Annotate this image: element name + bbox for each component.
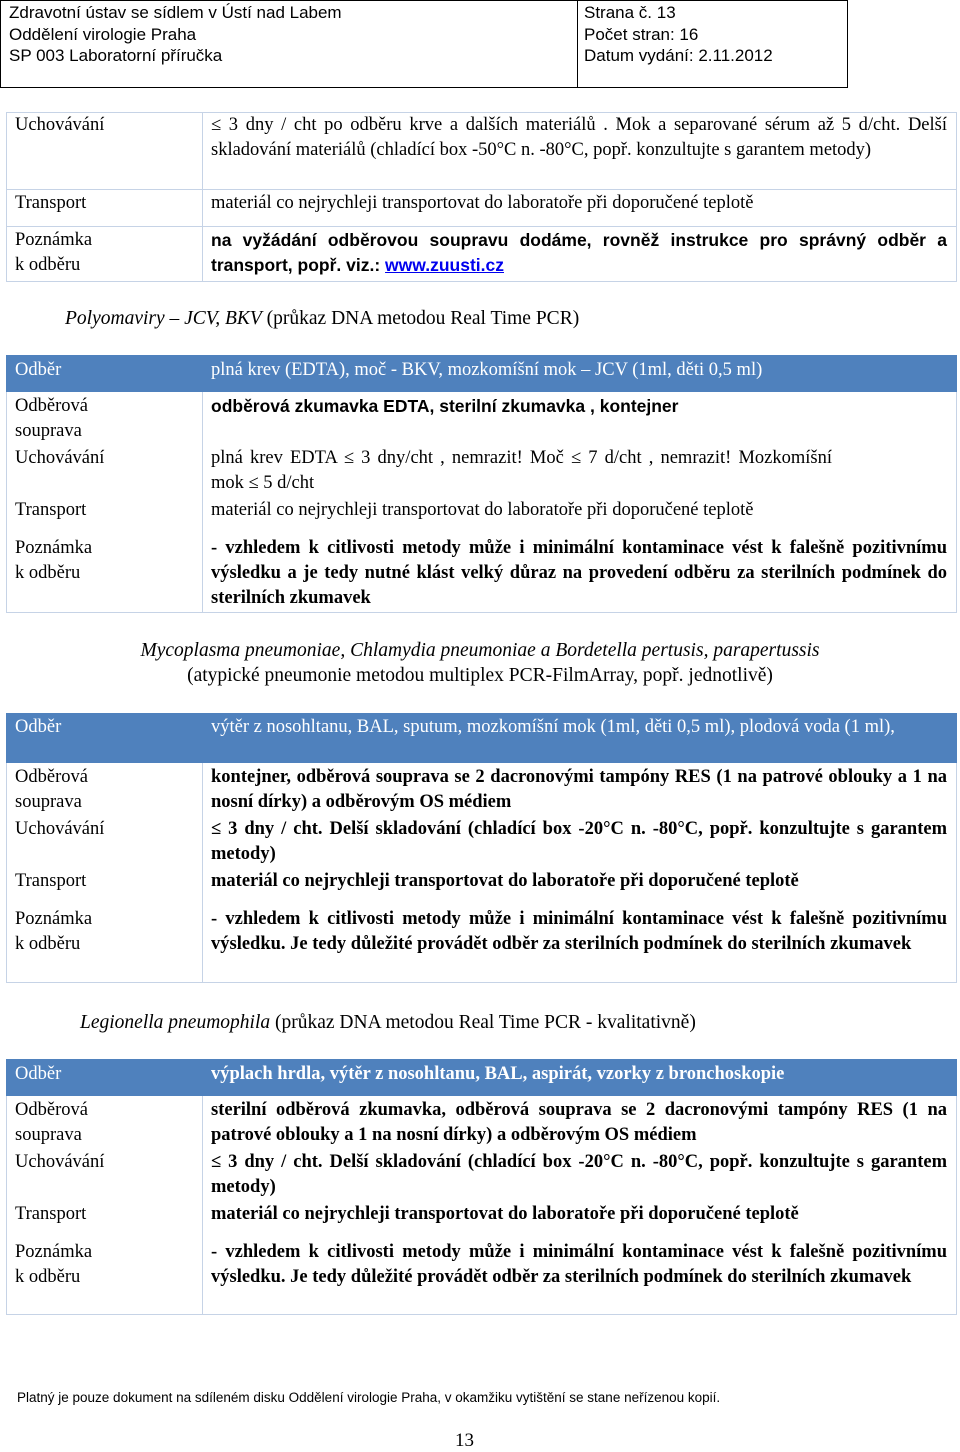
row-value: materiál co nejrychleji transportovat do laboratoře při doporučené teplotě — [211, 1204, 799, 1224]
row-label-line: souprava — [15, 421, 82, 441]
document-code: SP 003 Laboratorní příručka — [9, 46, 223, 65]
row-value: - vzhledem k citlivosti metody může i minimální kontaminace vést k falešně pozitivnímu výsledku. Je tedy důležité provádět odběr za sterilních podmínek do sterilních zkumavek — [211, 909, 947, 954]
row-label: Odběr — [6, 355, 202, 392]
row-label-line: Odběrová — [15, 396, 88, 416]
section-title-legionella — [80, 1010, 696, 1035]
row-label — [6, 765, 202, 815]
row-label: Odběr — [6, 713, 202, 763]
issue-date: Datum vydání: 2.11.2012 — [584, 46, 773, 65]
page-count: Počet stran: 16 — [584, 24, 699, 44]
row-value: plná krev (EDTA), moč - BKV, mozkomíšní mok – JCV (1ml, děti 0,5 ml) — [202, 355, 957, 392]
row-value: kontejner, odběrová souprava se 2 dacronovými tampóny RES (1 na patrové oblouky a 1 na nosní dírky) a odběrovým OS médiem — [211, 767, 947, 812]
row-label: Odběr — [6, 1059, 202, 1096]
row-value: odběrová zkumavka EDTA, sterilní zkumavka , kontejner — [211, 396, 679, 416]
row-label-line: souprava — [15, 1125, 82, 1145]
institute-name: Zdravotní ústav se sídlem v Ústí nad Labem — [9, 3, 342, 22]
row-label — [6, 536, 202, 586]
row-label — [6, 1098, 202, 1148]
top-table — [6, 112, 957, 282]
row-label — [6, 228, 202, 278]
row-label — [6, 394, 202, 444]
row-label: Transport — [15, 193, 87, 213]
title-organisms: Mycoplasma pneumoniae, Chlamydia pneumoniae a Bordetella pertusis, parapertussis — [140, 640, 820, 661]
row-label-line: k odběru — [15, 255, 81, 275]
row-label-line: Poznámka — [15, 230, 93, 250]
row-value: ≤ 3 dny / cht. Delší skladování (chladící box -20°C n. -80°C, popř. konzultujte s garantem metody) — [211, 1152, 947, 1197]
row-value: ≤ 3 dny / cht po odběru krve a dalších materiálů . Mok a separované sérum až 5 d/cht. Delší skladování materiálů (chladící box -50°C n. -80°C, popř. konzultujte s garantem metody) — [211, 115, 947, 160]
title-organism: Polyomaviry – JCV, BKV — [65, 308, 262, 329]
title-method: (atypické pneumonie metodou multiplex PCR-FilmArray, popř. jednotlivě) — [187, 665, 773, 686]
table-row — [6, 355, 957, 392]
row-label-line: k odběru — [15, 563, 81, 583]
row-label-line: Poznámka — [15, 1242, 93, 1262]
row-label: Uchovávání — [15, 819, 105, 839]
section-title-polyomaviry — [65, 306, 579, 331]
header-divider — [577, 1, 578, 87]
row-value: plná krev EDTA ≤ 3 dny/cht , nemrazit! Moč ≤ 7 d/cht , nemrazit! Mozkomíšní mok ≤ 5 d/cht — [211, 448, 832, 493]
polyomaviry-table — [6, 355, 957, 613]
table-row — [6, 1059, 957, 1096]
row-value: materiál co nejrychleji transportovat do laboratoře při doporučené teplotě — [211, 871, 799, 891]
row-label: Transport — [15, 871, 87, 891]
header-right — [584, 2, 773, 67]
row-label-line: Poznámka — [15, 538, 93, 558]
header-left — [9, 2, 342, 67]
row-label: Uchovávání — [15, 448, 105, 468]
row-value: materiál co nejrychleji transportovat do laboratoře při doporučené teplotě — [211, 500, 754, 520]
zuusti-link[interactable]: www.zuusti.cz — [385, 255, 504, 275]
row-value: výtěr z nosohltanu, BAL, sputum, mozkomíšní mok (1ml, děti 0,5 ml), plodová voda (1 ml), — [202, 713, 957, 763]
row-value: sterilní odběrová zkumavka, odběrová souprava se 2 dacronovými tampóny RES (1 na patrové oblouky a 1 na nosní dírky) a odběrovým OS médiem — [211, 1100, 947, 1145]
row-label-line: souprava — [15, 792, 82, 812]
row-value: - vzhledem k citlivosti metody může i minimální kontaminace vést k falešně pozitivnímu výsledku a je tedy nutné klást velký důraz na provedení odběru za sterilních podmínek do sterilních zkumavek — [211, 538, 947, 608]
row-label: Transport — [15, 500, 87, 520]
mycoplasma-table — [6, 713, 957, 983]
row-value: výplach hrdla, výtěr z nosohltanu, BAL, aspirát, vzorky z bronchoskopie — [202, 1059, 957, 1096]
row-label — [6, 907, 202, 957]
table-row — [6, 713, 957, 763]
footer-note: Platný je pouze dokument na sdíleném disku Oddělení virologie Praha, v okamžiku vytištění se stane neřízenou kopií. — [17, 1390, 721, 1405]
row-value: ≤ 3 dny / cht. Delší skladování (chladící box -20°C n. -80°C, popř. konzultujte s garantem metody) — [211, 819, 947, 864]
document-header — [0, 0, 848, 88]
legionella-table — [6, 1059, 957, 1315]
row-label-line: k odběru — [15, 934, 81, 954]
row-label: Uchovávání — [15, 1152, 105, 1172]
row-label — [6, 1240, 202, 1290]
row-label-line: Odběrová — [15, 767, 88, 787]
row-value: - vzhledem k citlivosti metody může i minimální kontaminace vést k falešně pozitivnímu výsledku. Je tedy důležité provádět odběr za sterilních podmínek do sterilních zkumavek — [211, 1242, 947, 1287]
title-method: (průkaz DNA metodou Real Time PCR) — [261, 308, 580, 329]
row-label: Uchovávání — [15, 115, 105, 135]
note-text: na vyžádání odběrovou soupravu dodáme, rovněž instrukce pro správný odběr a transport, popř. viz.: — [211, 230, 947, 275]
title-method: (průkaz DNA metodou Real Time PCR - kvalitativně) — [270, 1012, 696, 1033]
row-label-line: k odběru — [15, 1267, 81, 1287]
row-label-line: Odběrová — [15, 1100, 88, 1120]
title-organism: Legionella pneumophila — [80, 1012, 271, 1033]
department-name: Oddělení virologie Praha — [9, 24, 197, 44]
row-label: Transport — [15, 1204, 87, 1224]
row-label-line: Poznámka — [15, 909, 93, 929]
row-value: materiál co nejrychleji transportovat do laboratoře při doporučené teplotě — [211, 193, 754, 213]
page-label: Strana č. 13 — [584, 3, 676, 22]
page-number: 13 — [455, 1430, 474, 1451]
row-value — [202, 228, 957, 278]
section-title-mycoplasma — [0, 638, 960, 688]
